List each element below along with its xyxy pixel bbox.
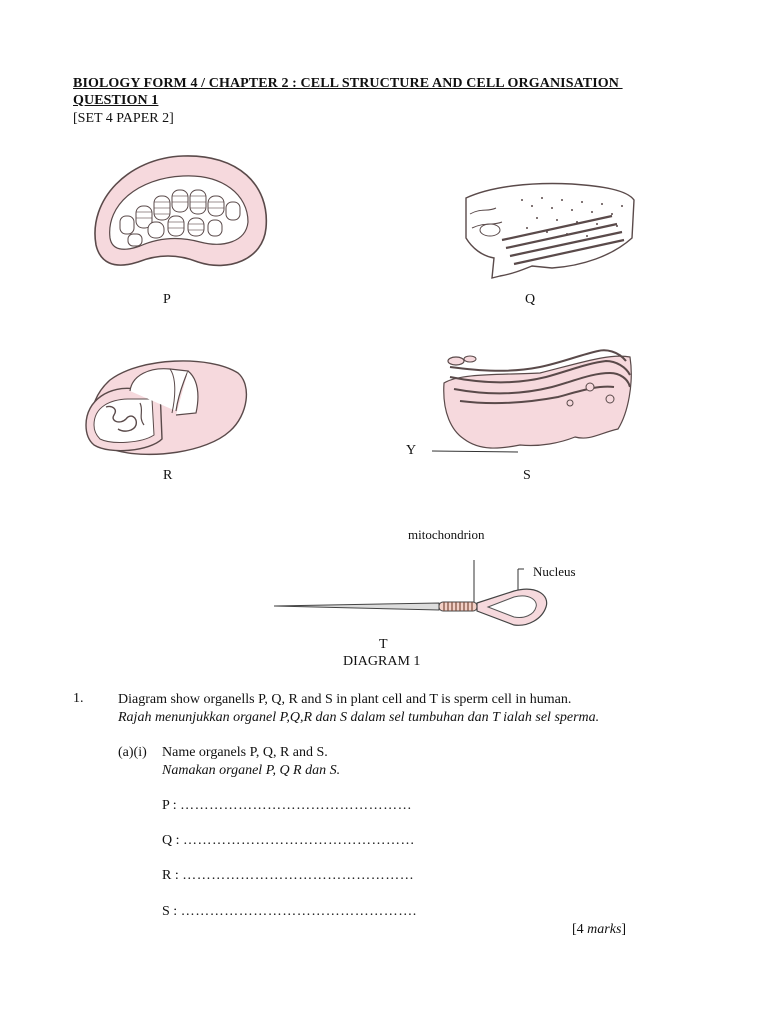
page-title: [73, 76, 623, 109]
answer-blank-s[interactable]: ………………………………………….: [180, 904, 417, 919]
answer-label-r: R :: [162, 868, 179, 883]
answer-line-p[interactable]: [162, 798, 412, 814]
answer-line-q[interactable]: [162, 833, 415, 849]
answer-line-s[interactable]: [162, 904, 417, 920]
question-text-ms: Rajah menunjukkan organel P,Q,R dan S dalam sel tumbuhan dan T ialah sel sperma.: [118, 710, 600, 725]
set-label: [SET 4 PAPER 2]: [73, 111, 174, 126]
part-a: [118, 744, 340, 780]
question-text-en: Diagram show organells P, Q, R and S in plant cell and T is sperm cell in human.: [118, 692, 572, 707]
title-line-1: BIOLOGY FORM 4 / CHAPTER 2 : CELL STRUCTURE AND CELL ORGANISATION: [73, 76, 623, 91]
label-r: R: [163, 468, 173, 483]
pointer-line-y: [432, 450, 522, 454]
label-s: S: [523, 468, 531, 483]
title-line-2: QUESTION 1: [73, 93, 159, 108]
marks-suffix: ]: [621, 922, 627, 937]
answer-blank-r[interactable]: …………………………………………: [182, 868, 415, 883]
part-a-number: (a)(i): [118, 745, 147, 760]
sperm-cell-image: [274, 555, 564, 635]
answer-label-p: P :: [162, 798, 177, 813]
marks-allocation: [572, 922, 626, 938]
organelle-s-image: [440, 343, 640, 458]
answer-blank-q[interactable]: …………………………………………: [183, 833, 415, 848]
marks-word: marks: [587, 922, 622, 937]
part-a-text-ms: Namakan organel P, Q R dan S.: [162, 763, 341, 778]
diagram-caption: DIAGRAM 1: [343, 654, 421, 669]
organelle-p-image: [88, 150, 278, 280]
question-text: [118, 691, 599, 727]
answer-label-q: Q :: [162, 833, 180, 848]
question-number: 1.: [73, 691, 84, 706]
organelle-r-image: [80, 355, 250, 465]
part-a-text-en: Name organels P, Q, R and S.: [162, 745, 328, 760]
label-nucleus: Nucleus: [533, 564, 576, 579]
marks-prefix: [4: [572, 922, 588, 937]
label-mitochondrion: mitochondrion: [408, 527, 485, 542]
label-t: T: [379, 637, 388, 652]
answer-label-s: S :: [162, 904, 178, 919]
label-q: Q: [525, 292, 536, 307]
organelle-q-image: [462, 178, 642, 283]
label-y: Y: [406, 443, 417, 458]
label-p: P: [163, 292, 171, 307]
answer-blank-p[interactable]: …………………………………………: [180, 798, 413, 813]
answer-line-r[interactable]: [162, 868, 414, 884]
